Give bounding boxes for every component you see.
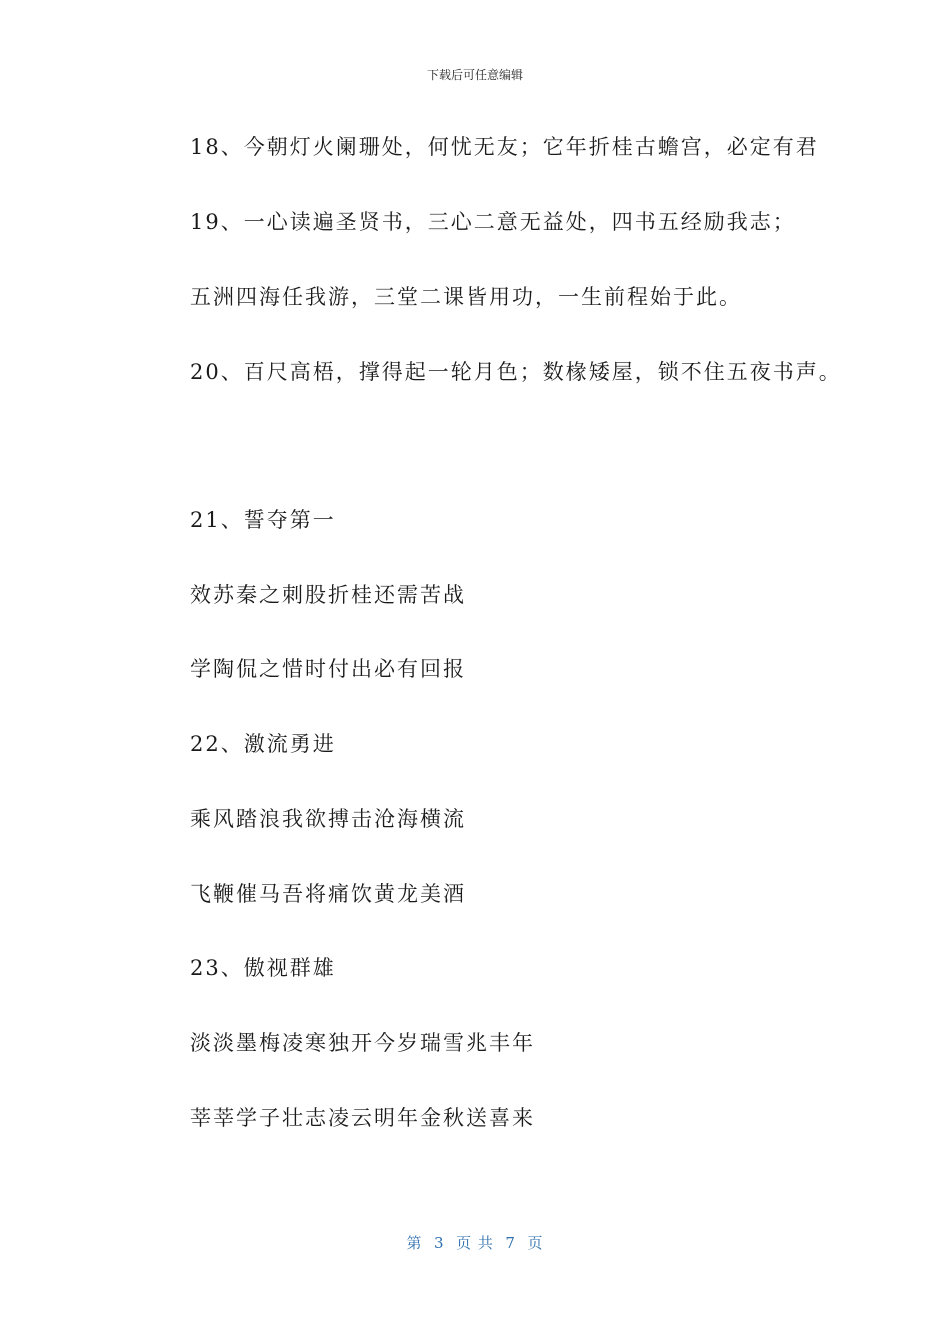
text-line-21-title: 21、誓夺第一: [190, 508, 336, 532]
text-line-21-a: 效苏秦之刺股折桂还需苦战: [190, 583, 466, 607]
page-header: 下载后可任意编辑: [426, 68, 523, 82]
text-line-20: 20、百尺高梧，撑得起一轮月色；数椽矮屋，锁不住五夜书声。: [190, 360, 842, 384]
page-footer: 第 3 页 共 7 页: [406, 1234, 544, 1252]
text-line-19-cont: 五洲四海任我游，三堂二课皆用功，一生前程始于此。: [190, 285, 742, 309]
text-line-23-title: 23、傲视群雄: [190, 956, 336, 980]
text-line-23-a: 淡淡墨梅凌寒独开今岁瑞雪兆丰年: [190, 1031, 535, 1055]
text-line-22-title: 22、激流勇进: [190, 732, 336, 756]
text-line-23-b: 莘莘学子壮志凌云明年金秋送喜来: [190, 1106, 535, 1130]
text-line-21-b: 学陶侃之惜时付出必有回报: [190, 657, 466, 681]
text-line-22-b: 飞鞭催马吾将痛饮黄龙美酒: [190, 882, 466, 906]
text-line-18: 18、今朝灯火阑珊处，何忧无友；它年折桂古蟾宫，必定有君: [190, 135, 819, 159]
text-line-22-a: 乘风踏浪我欲搏击沧海横流: [190, 807, 466, 831]
text-line-19: 19、一心读遍圣贤书，三心二意无益处，四书五经励我志；: [190, 210, 796, 234]
